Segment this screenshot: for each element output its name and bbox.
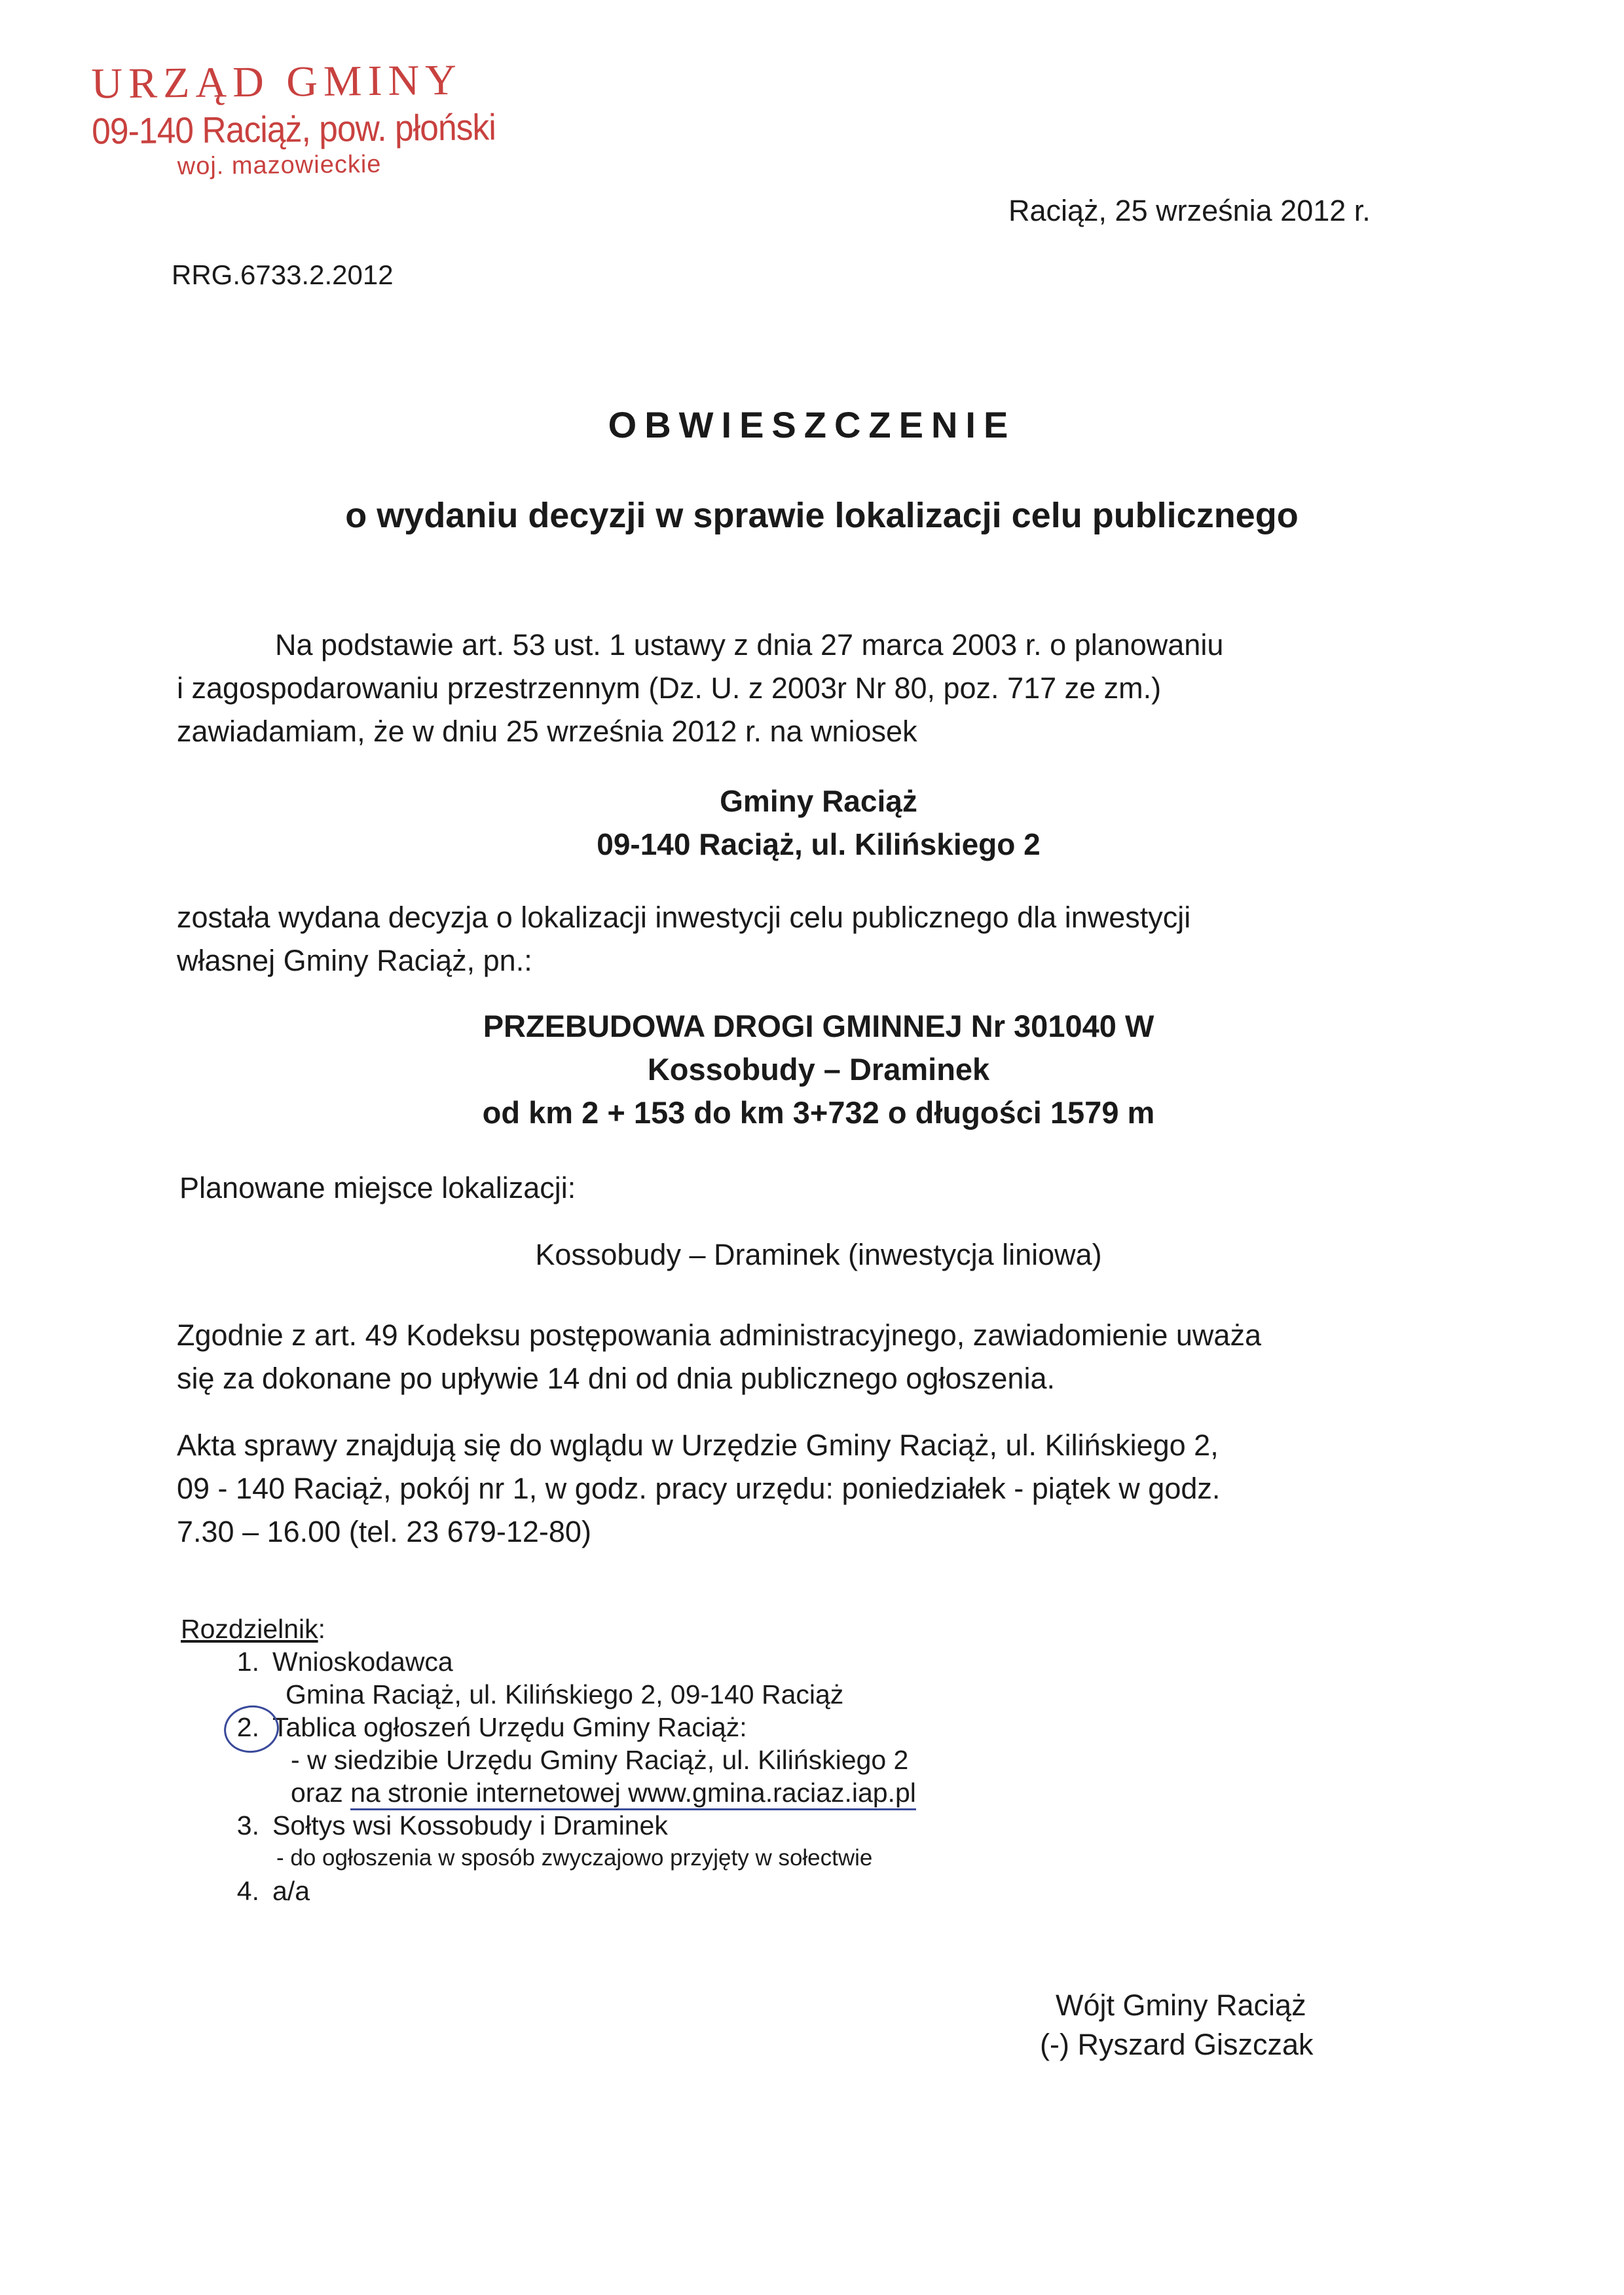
reference-number: RRG.6733.2.2012 [172,259,394,290]
files-line: Akta sprawy znajdują się do wglądu w Urzędzie Gminy Raciąż, ul. Kilińskiego 2, [177,1428,1219,1462]
circled-number [237,1711,259,1744]
stamp-voivodeship: woj. mazowieckie [177,150,382,181]
distribution-heading [181,1613,916,1645]
applicant-block [0,779,1624,866]
item-number: 3. [236,1810,259,1840]
files-line: 7.30 – 16.00 (tel. 23 679-12-80) [177,1515,591,1548]
item-number-circled [213,1711,272,1744]
document-subheading: o wydaniu decyzji w sprawie lokalizacji celu publicznego [345,496,1299,535]
distribution-colon: : [318,1614,326,1644]
signatory-title: Wójt Gminy Raciąż [1056,1988,1306,2022]
distribution-list [181,1613,916,1907]
document-date: Raciąż, 25 września 2012 r. [1008,194,1371,227]
intro-line: i zagospodarowaniu przestrzennym (Dz. U. z 2003r Nr 80, poz. 717 ze zm.) [177,671,1162,705]
intro-line: zawiadamiam, że w dniu 25 września 2012 r. na wniosek [177,715,917,748]
item-text: a/a [272,1876,310,1906]
stamp-address: 09-140 Raciąż, pow. płoński [91,106,496,152]
intro-line: Na podstawie art. 53 ust. 1 ustawy z dnia 27 marca 2003 r. o planowaniu [275,628,1224,662]
applicant-address: 09-140 Raciąż, ul. Kilińskiego 2 [597,827,1041,861]
decision-line: własnej Gminy Raciąż, pn.: [177,944,532,977]
stamp-title: URZĄD GMINY [91,56,463,108]
item-text: Wnioskodawca [272,1647,453,1677]
location-value: Kossobudy – Draminek (inwestycja liniowa) [535,1238,1102,1271]
applicant-name: Gminy Raciąż [720,784,917,818]
project-line: od km 2 + 153 do km 3+732 o długości 1579 m [482,1095,1155,1130]
project-title-block [0,1005,1624,1134]
kpa-paragraph [177,1314,1421,1400]
item-subtext: Gmina Raciąż, ul. Kilińskiego 2, 09-140 Raciąż [286,1679,844,1709]
intro-paragraph [177,624,1421,753]
signature-block [1040,1986,1314,2064]
distribution-item [181,1875,916,1907]
distribution-item [181,1645,916,1678]
project-line: Kossobudy – Draminek [647,1052,990,1087]
web-prefix: oraz [291,1778,351,1808]
files-line: 09 - 140 Raciąż, pokój nr 1, w godz. pracy urzędu: poniedziałek - piątek w godz. [177,1472,1221,1505]
item-text: Sołtys wsi Kossobudy i Draminek [272,1810,668,1840]
decision-line: została wydana decyzja o lokalizacji inwestycji celu publicznego dla inwestycji [177,901,1191,934]
distribution-title: Rozdzielnik [181,1614,318,1644]
project-line: PRZEBUDOWA DROGI GMINNEJ Nr 301040 W [483,1009,1154,1043]
item-text: Tablica ogłoszeń Urzędu Gminy Raciąż: [272,1712,747,1742]
kpa-line: Zgodnie z art. 49 Kodeksu postępowania administracyjnego, zawiadomienie uważa [177,1318,1261,1352]
item-number: 4. [236,1876,259,1906]
decision-paragraph [177,896,1421,982]
item-number: 2. [236,1712,259,1742]
website-link[interactable]: na stronie internetowej www.gmina.raciaz.iap.pl [350,1778,916,1810]
kpa-line: się za dokonane po upływie 14 dni od dnia publicznego ogłoszenia. [177,1362,1055,1395]
office-stamp [91,53,538,182]
signatory-name: (-) Ryszard Giszczak [1040,2028,1314,2061]
distribution-item [181,1711,916,1744]
files-paragraph [177,1424,1421,1554]
location-label: Planowane miejsce lokalizacji: [179,1171,576,1204]
item-subtext: - w siedzibie Urzędu Gminy Raciąż, ul. Kilińskiego 2 [291,1745,909,1775]
document-heading: OBWIESZCZENIE [608,404,1016,445]
distribution-item [181,1809,916,1842]
item-subtext: - do ogłoszenia w sposób zwyczajowo przyjęty w sołectwie [276,1845,873,1871]
item-subtext-web [181,1776,916,1809]
item-number: 1. [236,1647,259,1677]
